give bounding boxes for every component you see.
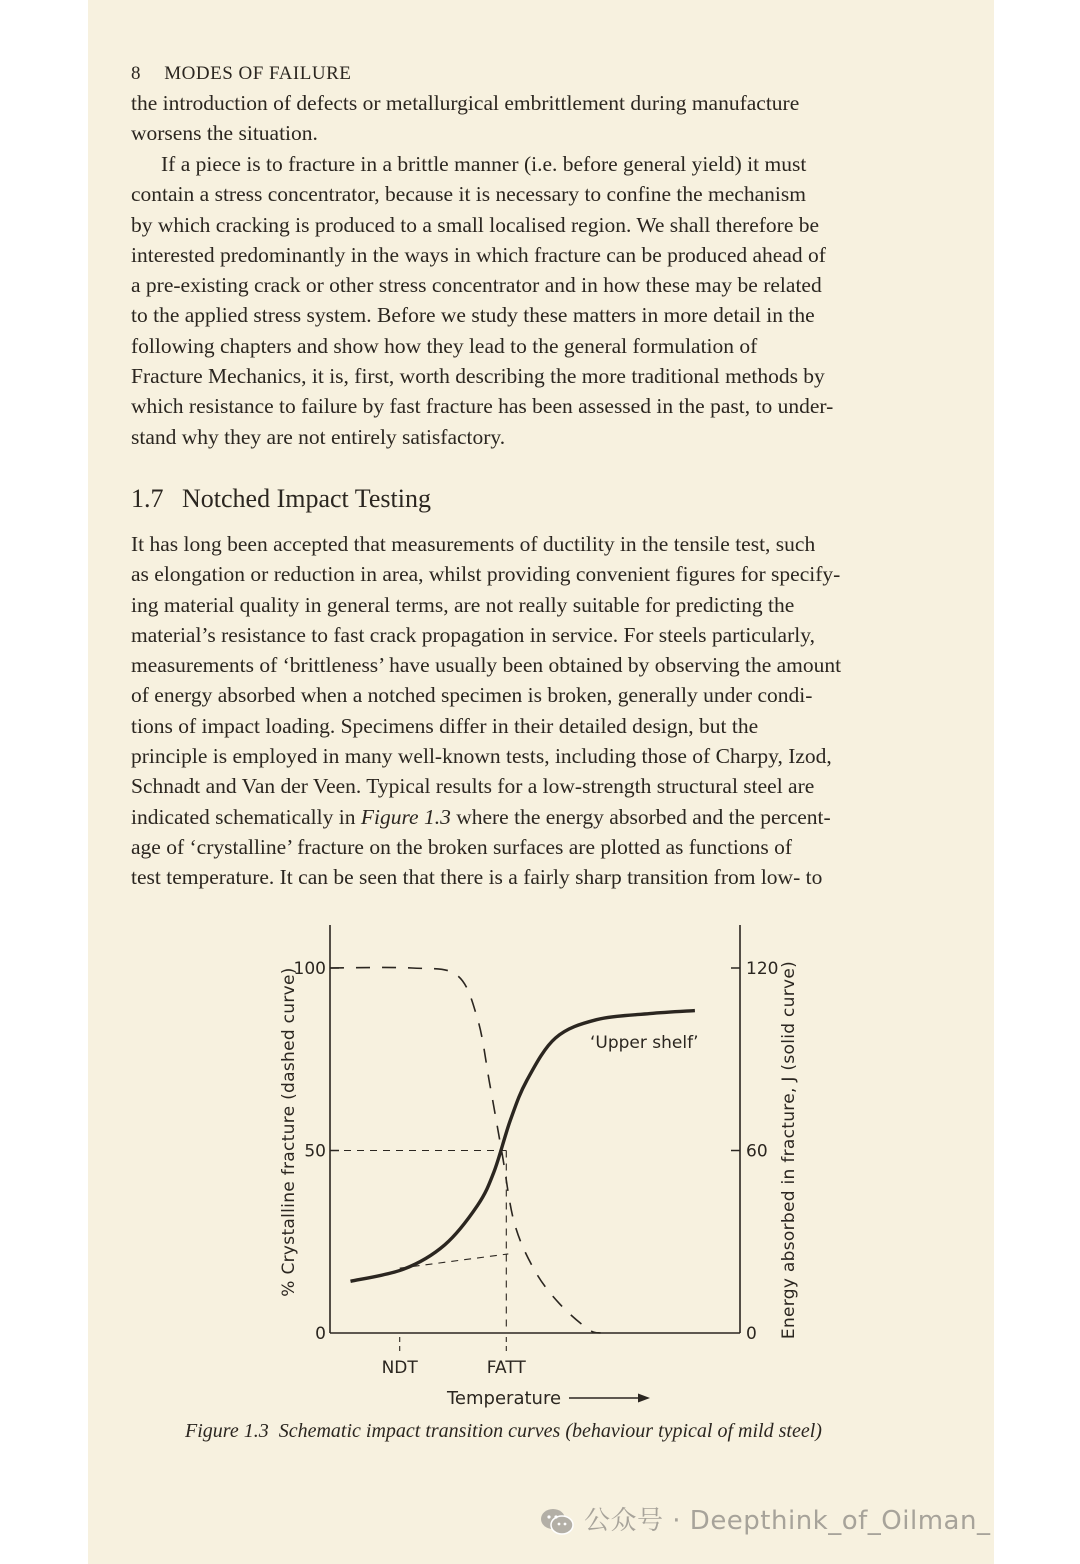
text-line: following chapters and show how they lead to the general formulation of xyxy=(131,333,758,358)
x-axis-arrow xyxy=(569,1394,650,1403)
text-line: of energy absorbed when a notched specimen is broken, generally under condi- xyxy=(131,683,813,708)
watermark xyxy=(540,1500,990,1537)
text-line: test temperature. It can be seen that there is a fairly sharp transition from low- to xyxy=(131,865,823,890)
text-line: a pre-existing crack or other stress concentrator and in how these may be related xyxy=(131,273,822,298)
text-line: ing material quality in general terms, are not really suitable for predicting the xyxy=(131,592,795,617)
right-tick-label: 0 xyxy=(746,1324,757,1344)
figure-caption-text: Schematic impact transition curves (behaviour typical of mild steel) xyxy=(278,1420,822,1442)
left-tick-label: 50 xyxy=(304,1141,326,1162)
left-tick-label: 100 xyxy=(293,959,326,979)
text-fragment: indicated schematically in xyxy=(131,804,361,829)
section-number: 1.7 xyxy=(131,484,164,513)
ndt-marker-label: NDT xyxy=(381,1358,418,1378)
text-line: principle is employed in many well-known tests, including those of Charpy, Izod, xyxy=(131,744,832,769)
section-title: Notched Impact Testing xyxy=(182,484,431,513)
figure-caption-prefix: Figure 1.3 xyxy=(185,1420,269,1442)
watermark-text: 公众号 · Deepthink_of_Oilman_ xyxy=(584,1506,991,1536)
page-number: 8 xyxy=(131,63,141,84)
text-line: to the applied stress system. Before we study these matters in more detail in the xyxy=(131,303,815,328)
text-line: contain a stress concentrator, because it is necessary to confine the mechanism xyxy=(131,182,806,207)
right-tick-label: 60 xyxy=(746,1141,768,1162)
text-line: It has long been accepted that measurements of ductility in the tensile test, such xyxy=(131,532,816,556)
wechat-icon xyxy=(540,1507,574,1537)
text-line: Schnadt and Van der Veen. Typical results for a low-strength structural steel are xyxy=(131,774,815,799)
text-line: measurements of ‘brittleness’ have usually been obtained by observing the amount xyxy=(131,653,842,678)
text-line: the introduction of defects or metallurgical embrittlement during manufacture xyxy=(131,91,800,115)
figure-reference: Figure 1.3 xyxy=(360,804,451,829)
text-line: material’s resistance to fast crack propagation in service. For steels particularly, xyxy=(131,622,815,647)
fatt-marker-label: FATT xyxy=(486,1358,526,1378)
x-axis-title: Temperature xyxy=(447,1388,562,1409)
text-line: If a piece is to fracture in a brittle manner (i.e. before general yield) it must xyxy=(161,152,807,176)
left-axis-title: % Crystalline fracture (dashed curve) xyxy=(279,967,299,1297)
text-line: by which cracking is produced to a small localised region. We shall therefore be xyxy=(131,212,820,237)
right-axis-title: Energy absorbed in fracture, J (solid curve) xyxy=(779,960,799,1340)
running-title: MODES OF FAILURE xyxy=(164,63,352,84)
text-fragment: where the energy absorbed and the percent- xyxy=(450,804,831,829)
upper-shelf-annotation: ‘Upper shelf’ xyxy=(590,1033,699,1053)
lower-shelf-tangent xyxy=(400,1254,509,1268)
text-line: tions of impact loading. Specimens differ in their detailed design, but the xyxy=(131,713,759,738)
left-tick-label: 0 xyxy=(315,1324,326,1344)
text-line: Fracture Mechanics, it is, first, worth describing the more traditional methods by xyxy=(131,364,825,389)
text-line: as elongation or reduction in area, whilst providing convenient figures for specify- xyxy=(131,562,841,587)
text-line: stand why they are not entirely satisfactory. xyxy=(131,424,506,449)
right-tick-label: 120 xyxy=(746,959,779,979)
text-line: interested predominantly in the ways in which fracture can be produced ahead of xyxy=(131,242,826,267)
text-line: which resistance to failure by fast fracture has been assessed in the past, to under- xyxy=(131,394,834,419)
text-line: worsens the situation. xyxy=(131,121,318,146)
text-line: age of ‘crystalline’ fracture on the broken surfaces are plotted as functions of xyxy=(131,834,793,859)
figure-caption xyxy=(185,1420,822,1443)
